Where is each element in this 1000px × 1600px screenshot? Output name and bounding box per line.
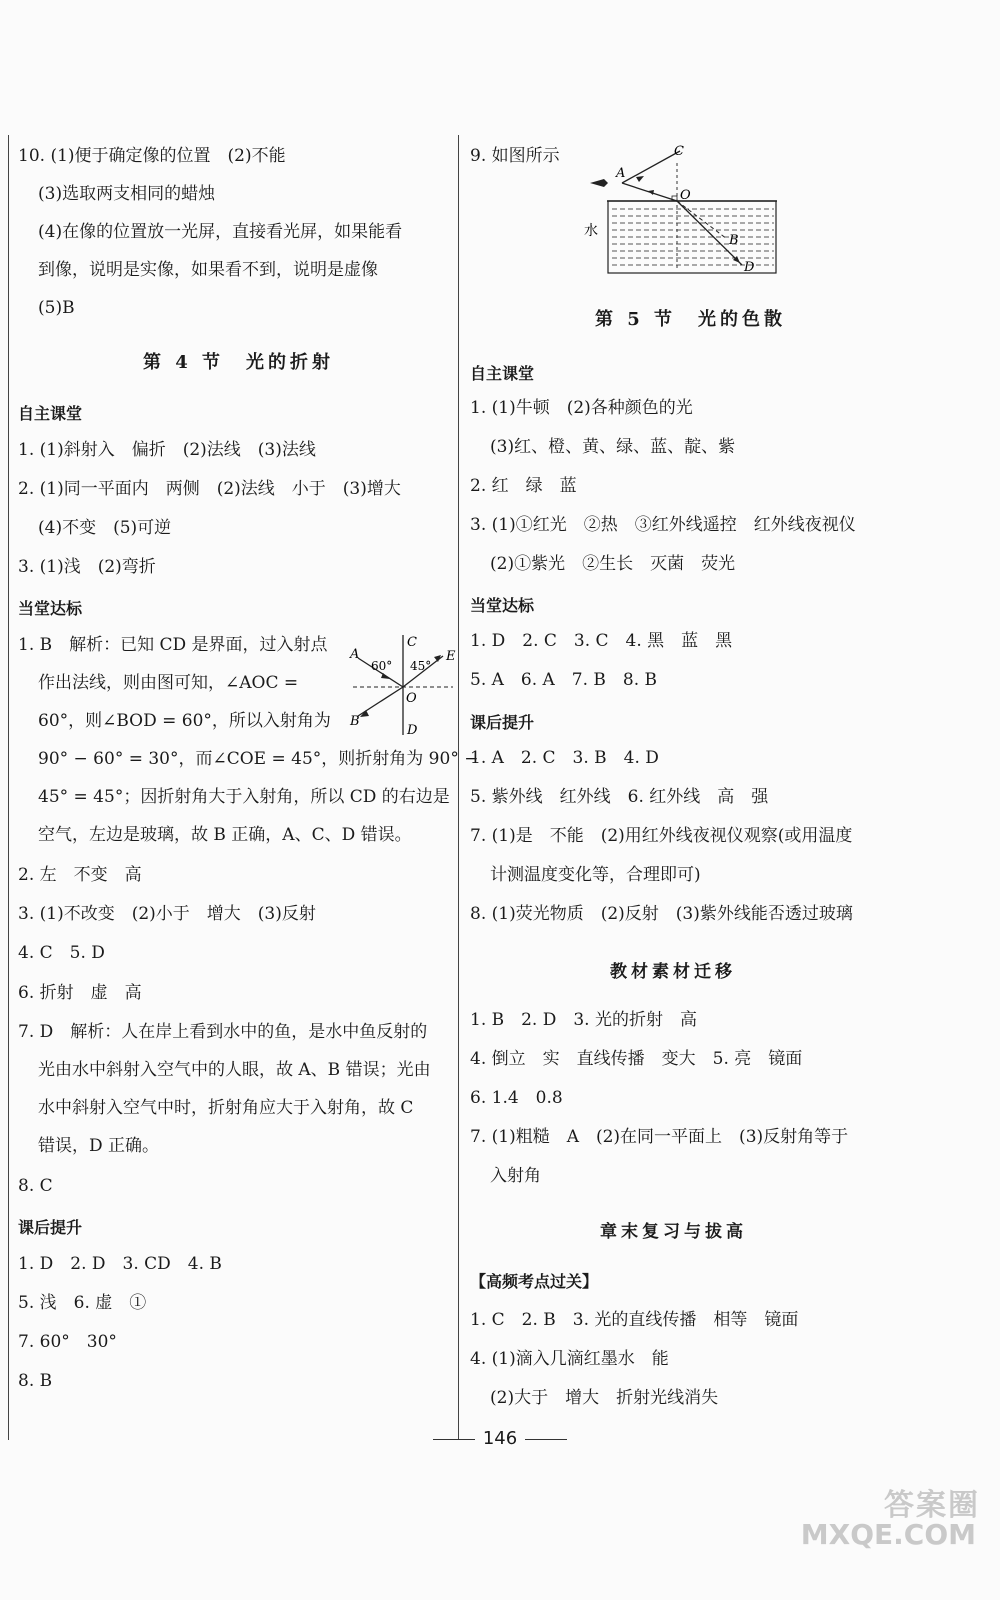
watermark-url: MXQE.COM	[800, 1518, 976, 1551]
answer-line: 5. 紫外线 红外线 6. 红外线 高 强	[470, 787, 769, 807]
answer-line: 1. D 2. C 3. C 4. 黑 蓝 黑	[470, 631, 733, 651]
answer-line: 1. B 2. D 3. 光的折射 高	[470, 1010, 697, 1030]
label-b: B	[350, 714, 360, 729]
answer-line: 7. (1)是 不能 (2)用红外线夜视仪观察(或用温度	[470, 826, 853, 846]
answer-line: 2. (1)同一平面内 两侧 (2)法线 小于 (3)增大	[18, 479, 401, 499]
left-border	[8, 135, 9, 1440]
section-heading: 课后提升	[470, 713, 535, 732]
answer-line: 空气，左边是玻璃，故 B 正确，A、C、D 错误。	[38, 825, 412, 845]
refraction-diagram	[348, 630, 458, 740]
ray-ca	[622, 151, 680, 183]
label-e: E	[446, 649, 456, 664]
answer-line: 1. B 解析：已知 CD 是界面，过入射点	[18, 635, 328, 655]
answer-line: 1. (1)斜射入 偏折 (2)法线 (3)法线	[18, 440, 316, 460]
answer-line: 到像，说明是实像，如果看不到，说明是虚像	[38, 260, 378, 280]
answer-line: 光由水中斜射入空气中的人眼，故 A、B 错误；光由	[38, 1060, 431, 1080]
label-c: C	[674, 144, 684, 159]
answer-line: 4. (1)滴入几滴红墨水 能	[470, 1349, 669, 1369]
answer-line: 4. C 5. D	[18, 943, 105, 963]
answer-line: 2. 红 绿 蓝	[470, 476, 577, 496]
answer-line: 1. A 2. C 3. B 4. D	[470, 748, 659, 768]
answer-line: 3. (1)①红光 ②热 ③红外线遥控 红外线夜视仪	[470, 515, 856, 535]
answer-line: 4. 倒立 实 直线传播 变大 5. 亮 镜面	[470, 1049, 803, 1069]
answer-line: 6. 折射 虚 高	[18, 983, 142, 1003]
section-heading: 自主课堂	[470, 364, 535, 383]
page-footer	[0, 1428, 1000, 1449]
answer-line: 5. 浅 6. 虚 ①	[18, 1293, 147, 1313]
answer-line: 水中斜射入空气中时，折射角应大于入射角，故 C	[38, 1098, 414, 1118]
answer-line: 6. 1.4 0.8	[470, 1088, 563, 1108]
ray-ob	[677, 201, 727, 239]
answer-line: (5)B	[38, 298, 75, 318]
section-title: 第 4 节 光的折射	[143, 352, 335, 373]
section-heading: 自主课堂	[18, 404, 83, 423]
answer-line: 3. (1)浅 (2)弯折	[18, 557, 156, 577]
answer-line: 90° − 60° = 30°，而∠COE = 45°，则折射角为 90° −	[38, 749, 479, 769]
watermark-logo: 答案圈	[884, 1488, 980, 1523]
label-b: B	[729, 233, 739, 248]
label-o: O	[680, 188, 691, 203]
answer-line: 1. C 2. B 3. 光的直线传播 相等 镜面	[470, 1310, 799, 1330]
answer-line: 7. 60° 30°	[18, 1332, 117, 1352]
section-heading: 课后提升	[18, 1218, 83, 1237]
answer-line: 45° = 45°；因折射角大于入射角，所以 CD 的右边是	[38, 787, 450, 807]
label-d: D	[407, 723, 418, 738]
answer-line: 7. (1)粗糙 A (2)在同一平面上 (3)反射角等于	[470, 1127, 849, 1147]
label-water: 水	[584, 223, 598, 239]
answer-line: 2. 左 不变 高	[18, 865, 142, 885]
answer-line: (2)大于 增大 折射光线消失	[490, 1388, 719, 1408]
answer-line: 8. B	[18, 1371, 53, 1391]
answer-line: 错误，D 正确。	[38, 1136, 160, 1156]
label-a: A	[616, 166, 626, 181]
label-60: 60°	[371, 659, 393, 673]
answer-line: (4)在像的位置放一光屏，直接看光屏，如果能看	[38, 222, 403, 242]
section-title: 章末复习与拔高	[600, 1222, 747, 1242]
page-number: 146	[482, 1428, 518, 1449]
label-c: C	[407, 635, 417, 650]
label-o: O	[406, 691, 417, 706]
answer-line: (4)不变 (5)可逆	[38, 518, 172, 538]
answer-line: 作出法线，则由图可知，∠AOC =	[38, 673, 299, 693]
label-45: 45°	[410, 659, 432, 673]
answer-line: 60°，则∠BOD = 60°，所以入射角为	[38, 711, 331, 731]
answer-line: (2)①紫光 ②生长 灭菌 荧光	[490, 554, 736, 574]
answer-line: 10. (1)便于确定像的位置 (2)不能	[18, 146, 286, 166]
section-heading: 【高频考点过关】	[470, 1272, 599, 1291]
answer-line: 1. D 2. D 3. CD 4. B	[18, 1254, 222, 1274]
column-divider	[458, 135, 459, 1440]
answer-line: 8. (1)荧光物质 (2)反射 (3)紫外线能否透过玻璃	[470, 904, 853, 924]
answer-line: 5. A 6. A 7. B 8. B	[470, 670, 658, 690]
answer-line: (3)红、橙、黄、绿、蓝、靛、紫	[490, 437, 736, 457]
section-heading: 当堂达标	[18, 599, 83, 618]
answer-line: 计测温度变化等，合理即可)	[490, 865, 701, 885]
section-heading: 当堂达标	[470, 596, 535, 615]
answer-line: 入射角	[490, 1166, 541, 1186]
answer-line: 7. D 解析：人在岸上看到水中的鱼，是水中鱼反射的	[18, 1022, 428, 1042]
label-d: D	[744, 260, 755, 275]
answer-line: 1. (1)牛顿 (2)各种颜色的光	[470, 398, 693, 418]
section-title: 第 5 节 光的色散	[595, 309, 787, 330]
answer-line: 9. 如图所示	[470, 146, 560, 166]
answer-line: (3)选取两支相同的蜡烛	[38, 184, 216, 204]
water-refraction-diagram	[582, 143, 782, 278]
label-a: A	[350, 647, 360, 662]
answer-line: 8. C	[18, 1176, 53, 1196]
section-title: 教材素材迁移	[610, 962, 736, 982]
answer-line: 3. (1)不改变 (2)小于 增大 (3)反射	[18, 904, 316, 924]
eye-icon	[590, 179, 608, 187]
